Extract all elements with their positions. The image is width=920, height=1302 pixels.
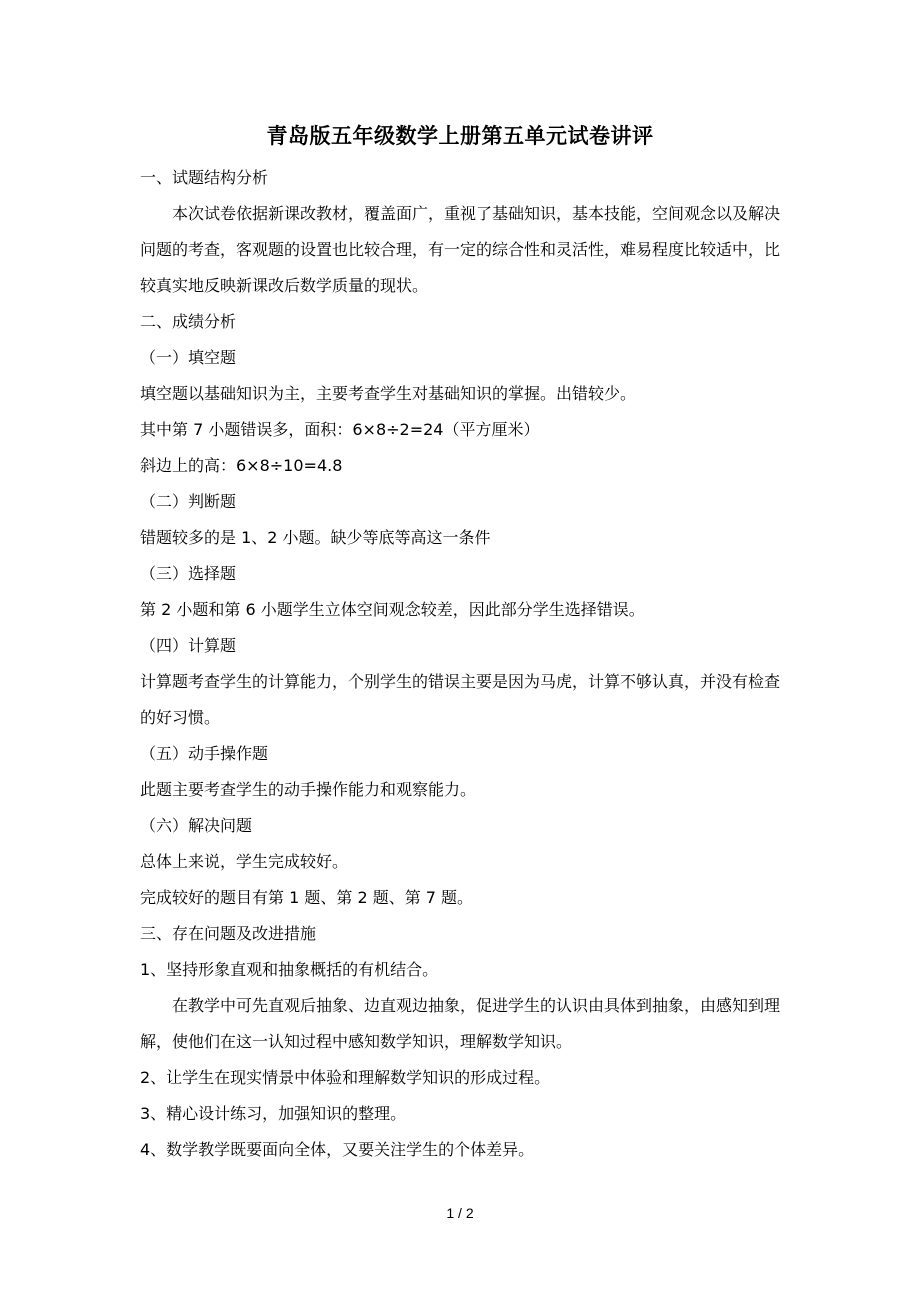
- paragraph-problem-solving-2: 完成较好的题目有第 1 题、第 2 题、第 7 题。: [140, 888, 474, 907]
- section-heading-improvements: 三、存在问题及改进措施: [140, 924, 317, 943]
- paragraph-multiple-choice: 第 2 小题和第 6 小题学生立体空间观念较差，因此部分学生选择错误。: [140, 600, 645, 619]
- subheading-multiple-choice: （三）选择题: [140, 564, 237, 583]
- paragraph-hands-on: 此题主要考查学生的动手操作能力和观察能力。: [140, 780, 477, 799]
- subheading-calculation: （四）计算题: [140, 636, 237, 655]
- list-item-improvement-2: 2、让学生在现实情景中体验和理解数学知识的形成过程。: [140, 1068, 551, 1087]
- list-item-improvement-1: 1、坚持形象直观和抽象概括的有机结合。: [140, 960, 439, 979]
- section-heading-structure: 一、试题结构分析: [140, 168, 269, 187]
- list-item-improvement-3: 3、精心设计练习，加强知识的整理。: [140, 1104, 407, 1123]
- paragraph-improvement-1: 在教学中可先直观后抽象、边直观边抽象，促进学生的认识由具体到抽象，由感知到理解，使他们在这一认知过程中感知数学知识，理解数学知识。: [140, 996, 781, 1051]
- paragraph-problem-solving-1: 总体上来说，学生完成较好。: [140, 852, 349, 871]
- document-title: 青岛版五年级数学上册第五单元试卷讲评: [266, 124, 654, 148]
- paragraph-calculation: 计算题考查学生的计算能力，个别学生的错误主要是因为马虎，计算不够认真，并没有检查的好习惯。: [140, 672, 781, 727]
- subheading-fill-blank: （一）填空题: [140, 348, 237, 367]
- subheading-true-false: （二）判断题: [140, 492, 237, 511]
- paragraph-structure-analysis: 本次试卷依据新课改教材，覆盖面广，重视了基础知识，基本技能，空间观念以及解决问题的考查，客观题的设置也比较合理，有一定的综合性和灵活性，难易程度比较适中，比较真实地反映新课改后数学质量的现状。: [140, 204, 781, 295]
- paragraph-fill-blank-2: 其中第 7 小题错误多，面积：6×8÷2=24（平方厘米）: [140, 420, 540, 439]
- paragraph-true-false: 错题较多的是 1、2 小题。缺少等底等高这一条件: [140, 528, 491, 547]
- list-item-improvement-4: 4、数学教学既要面向全体，又要关注学生的个体差异。: [140, 1140, 535, 1159]
- section-heading-scores: 二、成绩分析: [140, 312, 237, 331]
- subheading-problem-solving: （六）解决问题: [140, 816, 253, 835]
- subheading-hands-on: （五）动手操作题: [140, 744, 269, 763]
- document-body: [140, 160, 780, 1168]
- paragraph-fill-blank-1: 填空题以基础知识为主，主要考查学生对基础知识的掌握。出错较少。: [140, 384, 637, 403]
- page-number: 1 / 2: [446, 1205, 474, 1221]
- paragraph-fill-blank-3: 斜边上的高：6×8÷10=4.8: [140, 456, 343, 475]
